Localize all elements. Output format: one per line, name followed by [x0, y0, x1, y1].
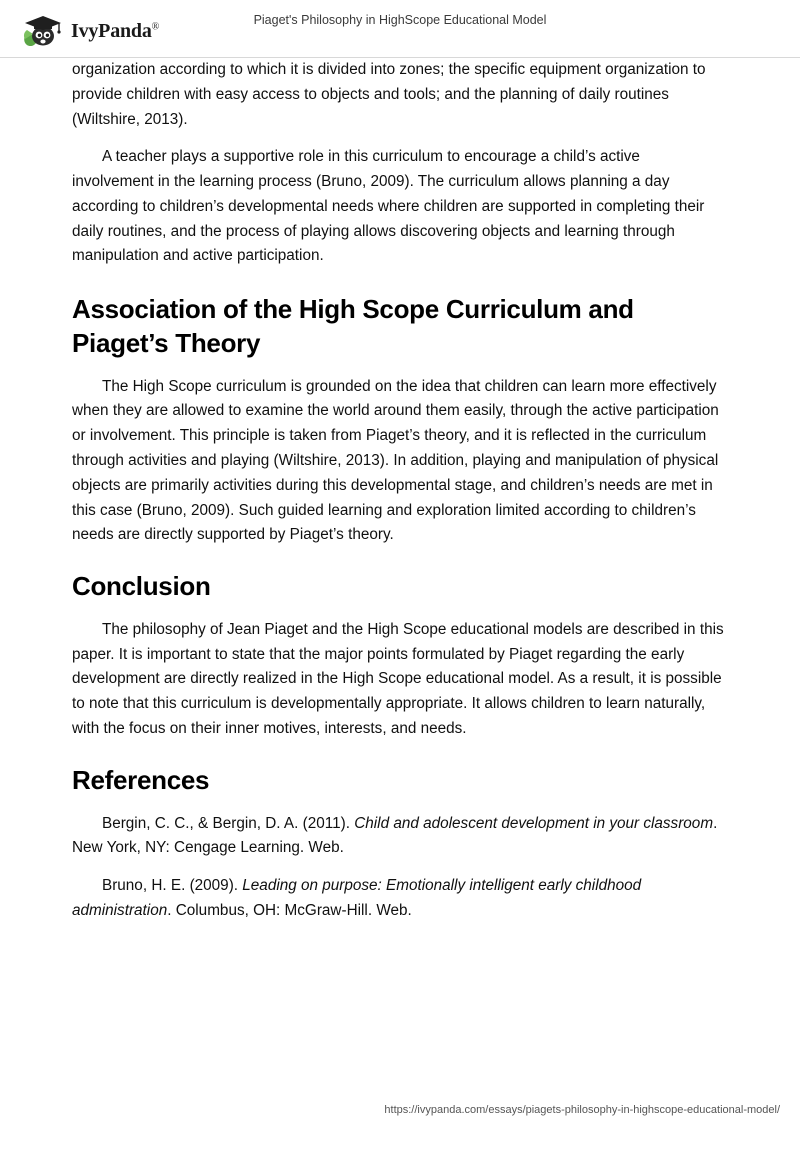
- document-content: [72, 58, 724, 937]
- reference-item: [72, 874, 724, 924]
- paragraph: The High Scope curriculum is grounded on the idea that children can learn more effectively when they are allowed to examine the world around them easily, through the active participation or involvement. This principle is taken from Piaget’s theory, and it is reflected in the curriculum through activities and playing (Wiltshire, 2013). In addition, playing and manipulation of physical objects are primarily activities during this developmental stage, and children’s needs are met in this case (Bruno, 2009). Such guided learning and exploration limited according to children’s needs are directly supported by Piaget’s theory.: [72, 377, 719, 544]
- footer-source-url[interactable]: https://ivypanda.com/essays/piagets-philosophy-in-highscope-educational-model/: [384, 1104, 780, 1116]
- reference-title: Leading on purpose: Emotionally intelligent early childhood administration: [72, 877, 642, 919]
- section-heading-conclusion: Conclusion: [72, 571, 211, 602]
- reference-authors-year: Bruno, H. E. (2009).: [102, 877, 243, 895]
- registered-mark: ®: [151, 20, 160, 32]
- reference-publisher: . Columbus, OH: McGraw-Hill. Web.: [167, 901, 412, 919]
- paragraph: The philosophy of Jean Piaget and the High Scope educational models are described in this paper. It is important to state that the major points formulated by Piaget regarding the early development are directly realized in the High Scope educational model. As a result, it is possible to note that this curriculum is developmentally appropriate. It allows children to learn naturally, with the focus on their inner motives, interests, and needs.: [72, 620, 724, 737]
- reference-authors-year: Bergin, C. C., & Bergin, D. A. (2011).: [102, 814, 355, 832]
- section-heading-references: References: [72, 764, 210, 795]
- brand-name: IvyPanda®: [71, 19, 160, 42]
- page-header: [0, 0, 800, 58]
- reference-item: [72, 812, 724, 862]
- reference-publisher: . New York, NY: Cengage Learning. Web.: [72, 814, 718, 857]
- section-heading-association: Association of the High Scope Curriculum and Piaget’s Theory: [72, 294, 634, 358]
- paragraph: organization according to which it is divided into zones; the specific equipment organization to provide children with easy access to objects and tools; and the planning of daily routines (Wiltshire, 2013).: [72, 61, 706, 128]
- document-title: Piaget's Philosophy in HighScope Educational Model: [253, 13, 547, 27]
- paragraph: A teacher plays a supportive role in this curriculum to encourage a child’s active involvement in the learning process (Bruno, 2009). The curriculum allows planning a day according to children’s developmental needs where children are supported in completing their daily routines, and the process of playing allows discovering objects and learning through manipulation and active participation.: [72, 148, 705, 265]
- reference-title: Child and adolescent development in your classroom: [354, 814, 714, 832]
